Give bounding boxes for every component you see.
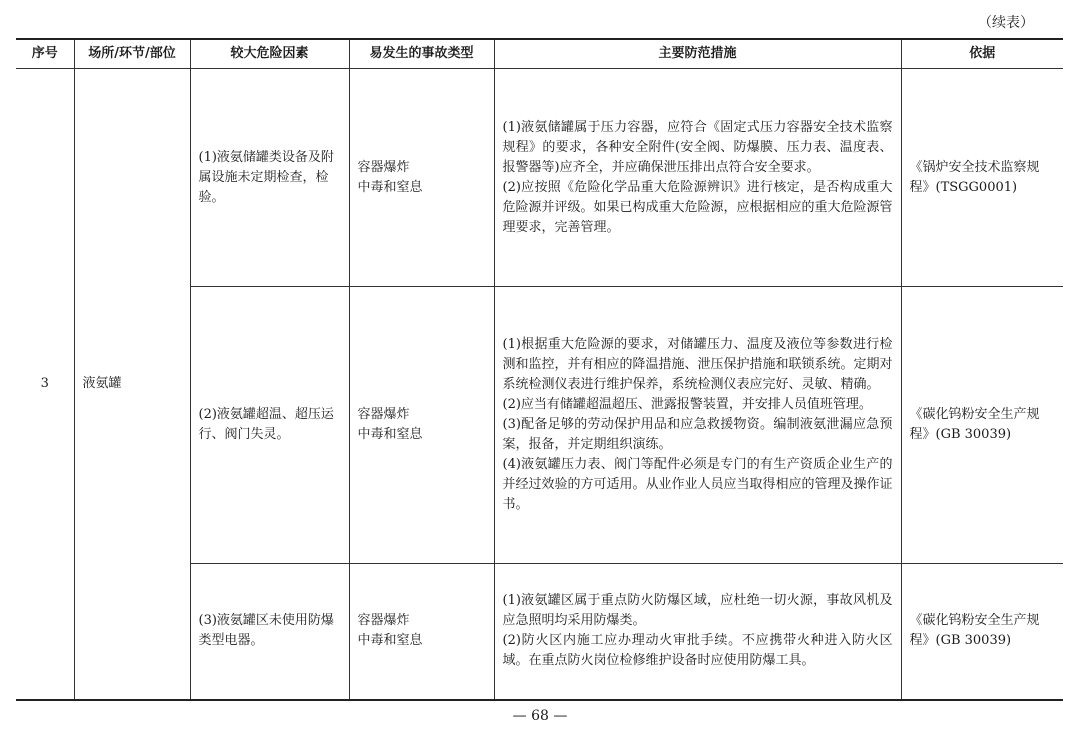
basis: 《碳化钨粉安全生产规程》(GB 30039)	[901, 564, 1063, 700]
accident-type: 容器爆炸	[357, 613, 410, 629]
accident-type: 中毒和窒息	[357, 179, 423, 195]
hazard-factor: (1)液氨储罐类设备及附属设施未定期检查，检验。	[190, 69, 349, 287]
measure-item: (1)根据重大危险源的要求，对储罐压力、温度及液位等参数进行检测和监控，并有相应的降温措施、泄压保护措施和联锁系统。定期对系统检测仪表进行维护保养，系统检测仪表应完好、灵敏、精确。	[502, 337, 893, 392]
hazard-factor: (2)液氨罐超温、超压运行、阀门失灵。	[190, 287, 349, 564]
header-measures: 主要防范措施	[494, 39, 901, 69]
measures	[494, 564, 901, 700]
measure-item: (2)防火区内施工应办理动火审批手续。不应携带火种进入防火区域。在重点防火岗位检修维护设备时应使用防爆工具。	[502, 633, 893, 669]
header-basis: 依据	[901, 39, 1063, 69]
measures	[494, 69, 901, 287]
hazard-factor: (3)液氨罐区未使用防爆类型电器。	[190, 564, 349, 700]
measure-item: (2)应按照《危险化学品重大危险源辨识》进行核定，是否构成重大危险源并评级。如果已构成重大危险源，应根据相应的重大危险源管理要求，完善管理。	[502, 179, 893, 235]
basis: 《锅炉安全技术监察规程》(TSGG0001)	[901, 69, 1063, 287]
measure-item: (3)配备足够的劳动保护用品和应急救援物资。编制液氨泄漏应急预案，报备，并定期组织演练。	[502, 417, 893, 452]
hazard-table	[16, 38, 1063, 701]
accident-types	[349, 564, 494, 700]
accident-types	[349, 287, 494, 564]
row-number: 3	[16, 69, 74, 700]
measures	[494, 287, 901, 564]
accident-types	[349, 69, 494, 287]
table-row	[16, 69, 1063, 287]
header-location: 场所/环节/部位	[74, 39, 190, 69]
table-header-row	[16, 39, 1063, 69]
location: 液氨罐	[74, 69, 190, 700]
header-hazard-factor: 较大危险因素	[190, 39, 349, 69]
page-number: — 68 —	[512, 708, 568, 724]
header-accident-type: 易发生的事故类型	[349, 39, 494, 69]
measure-item: (4)液氨罐压力表、阀门等配件必须是专门的有生产资质企业生产的并经过效验的方可适用。从业作业人员应当取得相应的管理及操作证书。	[502, 457, 893, 512]
measure-item: (2)应当有储罐超温超压、泄露报警装置，并安排人员值班管理。	[502, 397, 872, 412]
accident-type: 容器爆炸	[357, 407, 410, 422]
continued-label: （续表）	[978, 15, 1034, 31]
measure-item: (1)液氨罐区属于重点防火防爆区域，应杜绝一切火源，事故风机及应急照明均采用防爆类。	[502, 593, 893, 629]
accident-type: 中毒和窒息	[357, 633, 423, 649]
basis: 《碳化钨粉安全生产规程》(GB 30039)	[901, 287, 1063, 564]
measure-item: (1)液氨储罐属于压力容器，应符合《固定式压力容器安全技术监察规程》的要求，各种安全附件(安全阀、防爆膜、压力表、温度表、报警器等)应齐全，并应确保泄压排出点符合安全要求。	[502, 119, 893, 175]
header-number: 序号	[16, 39, 74, 69]
accident-type: 中毒和窒息	[357, 427, 423, 442]
accident-type: 容器爆炸	[357, 159, 410, 175]
